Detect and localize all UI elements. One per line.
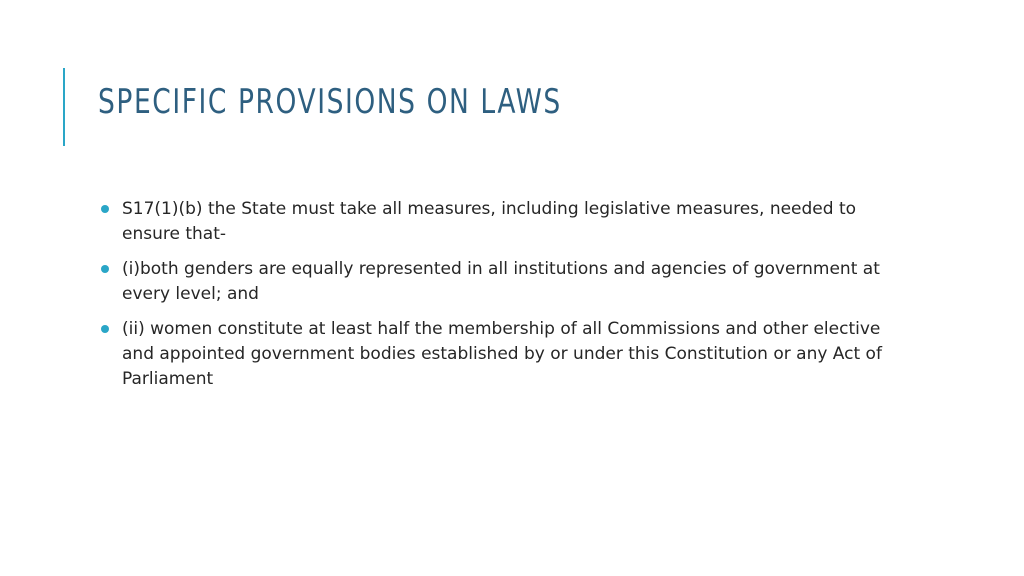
bullet-text: (ii) women constitute at least half the membership of all Commissions and other elective and appointed government bodies established by or under this Constitution or any Act of Parliament (122, 319, 882, 389)
bullet-item (96, 317, 896, 392)
slide-title: SPECIFIC PROVISIONS ON LAWS (98, 82, 562, 122)
bullet-list (96, 197, 896, 402)
bullet-dot-icon (101, 325, 109, 333)
bullet-dot-icon (101, 205, 109, 213)
bullet-dot-icon (101, 265, 109, 273)
bullet-item (96, 197, 896, 247)
bullet-text: (i)both genders are equally represented in all institutions and agencies of government at every level; and (122, 259, 880, 304)
bullet-text: S17(1)(b) the State must take all measures, including legislative measures, needed to ensure that- (122, 199, 857, 244)
bullet-item (96, 257, 896, 307)
title-accent-bar (63, 68, 65, 146)
